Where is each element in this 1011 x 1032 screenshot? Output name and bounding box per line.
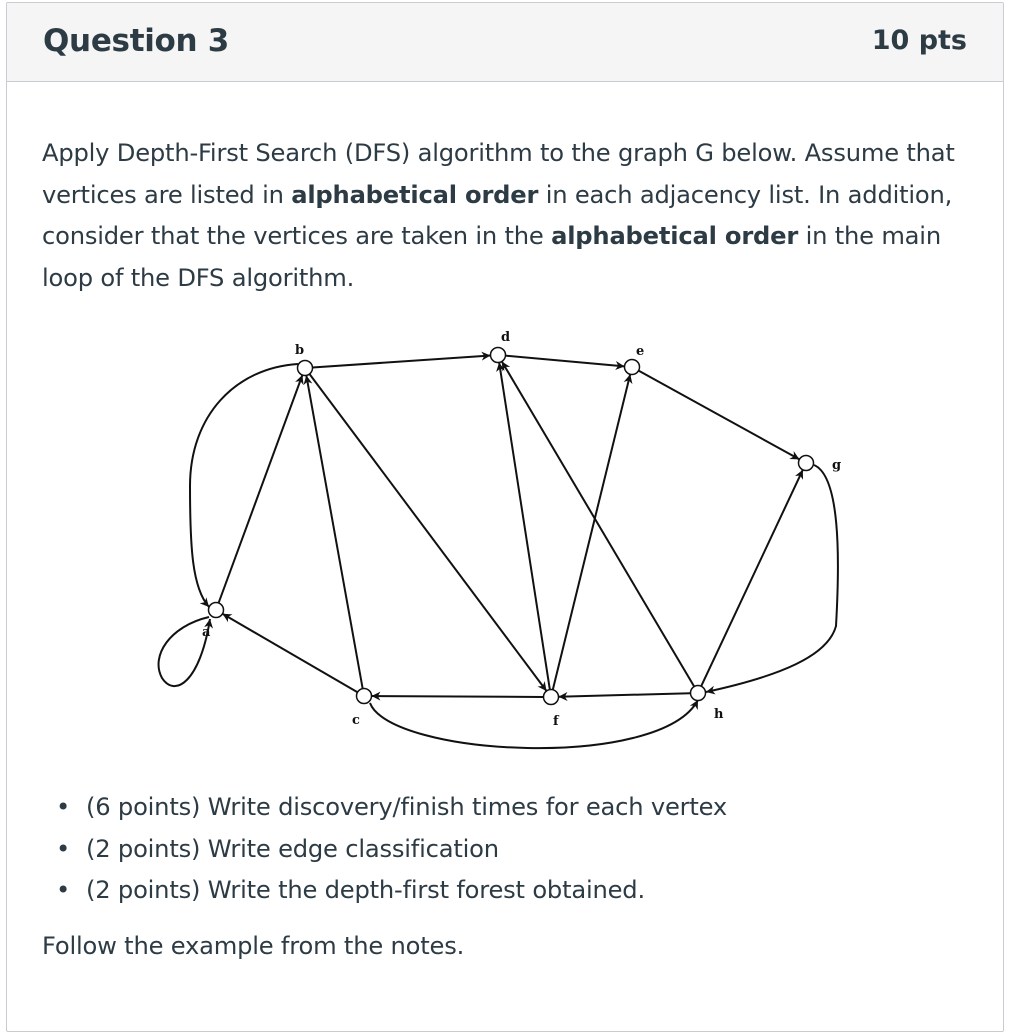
edge-g-h — [706, 465, 838, 692]
vertex-label-a: a — [202, 625, 211, 640]
task-item: • (6 points) Write discovery/finish times for each vertex — [56, 787, 727, 829]
question-header — [7, 3, 1003, 82]
vertex-b — [298, 361, 313, 376]
edge-d-e — [505, 356, 624, 367]
edge-c-b — [306, 375, 362, 688]
vertex-c — [357, 689, 372, 704]
footer-note: Follow the example from the notes. — [42, 932, 465, 960]
task-item: • (2 points) Write the depth-first forest obtained. — [56, 870, 727, 912]
vertex-g — [799, 456, 814, 471]
task-list — [56, 787, 727, 912]
vertex-label-g: g — [832, 458, 842, 473]
edge-a-b — [219, 375, 303, 603]
edge-f-d — [499, 362, 550, 689]
vertex-label-d: d — [501, 330, 511, 345]
question-prompt — [42, 133, 982, 299]
edge-f-c — [371, 696, 543, 697]
prompt-text-2: in each adjacency list. In addition, consider that the vertices are taken in the — [42, 180, 953, 250]
vertex-label-f: f — [553, 714, 559, 729]
prompt-text-1: Apply Depth-First Search (DFS) algorithm to the graph G below. Assume that vertices are listed in — [42, 139, 955, 209]
edge-h-g — [701, 470, 803, 686]
vertex-a — [209, 603, 224, 618]
vertex-label-h: h — [714, 707, 724, 722]
edge-h-f — [558, 693, 690, 697]
prompt-text-3: in the main loop of the DFS algorithm. — [42, 222, 941, 292]
edge-b-f — [309, 374, 546, 691]
edge-e-g — [639, 371, 800, 460]
vertex-h — [691, 686, 706, 701]
prompt-bold-1: alphabetical order — [291, 180, 539, 209]
edge-c-h — [370, 700, 698, 748]
edge-b-d — [312, 356, 490, 368]
vertex-f — [544, 690, 559, 705]
task-item: • (2 points) Write edge classification — [56, 829, 727, 871]
edge-h-d — [502, 361, 694, 686]
vertex-label-e: e — [636, 344, 645, 359]
question-points: 10 pts — [871, 25, 967, 56]
graph-diagram — [150, 326, 860, 776]
prompt-bold-2: alphabetical order — [551, 222, 799, 250]
question-title: Question 3 — [43, 23, 230, 59]
vertex-e — [625, 360, 640, 375]
vertex-label-c: c — [352, 713, 360, 728]
vertex-label-b: b — [295, 343, 305, 358]
vertex-d — [491, 348, 506, 363]
edge-b-a — [190, 364, 298, 607]
edge-c-a — [222, 614, 357, 692]
edge-f-e — [553, 374, 630, 689]
